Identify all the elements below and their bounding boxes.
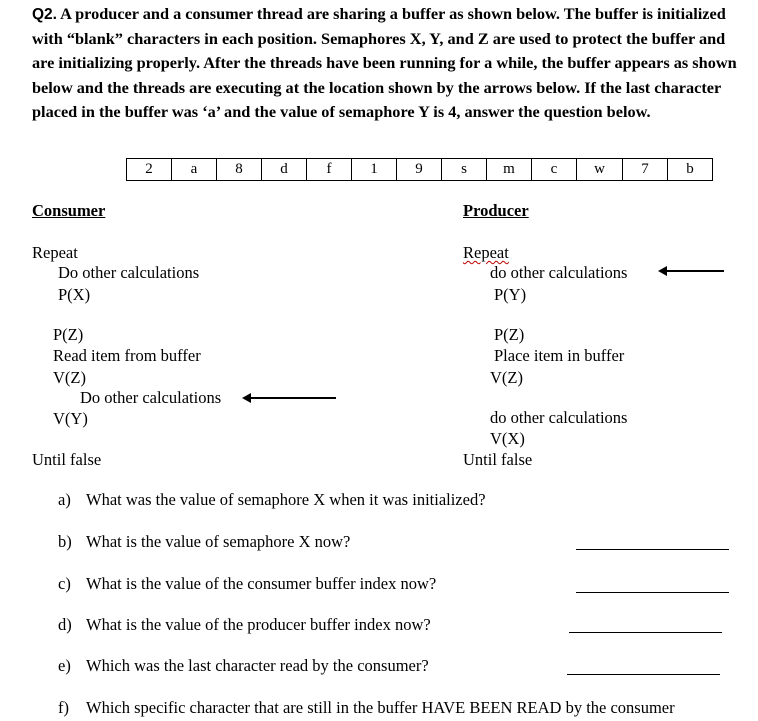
consumer-line: V(Y) <box>53 409 88 428</box>
consumer-line: Do other calculations <box>58 263 200 282</box>
producer-position-arrow <box>666 270 724 272</box>
buffer-table <box>126 158 713 181</box>
consumer-line: Do other calculations <box>80 388 222 407</box>
sub-question-label: d) <box>58 615 72 634</box>
consumer-line: Until false <box>32 450 102 469</box>
producer-line: V(Z) <box>490 368 523 387</box>
buffer-cell: d <box>262 159 307 180</box>
producer-line: V(X) <box>490 429 525 448</box>
producer-line: P(Y) <box>494 285 527 304</box>
sub-question-text: What is the value of the producer buffer index now? <box>86 615 431 634</box>
answer-line[interactable] <box>576 592 729 593</box>
sub-question-text: What was the value of semaphore X when it was initialized? <box>86 490 486 509</box>
question-body: A producer and a consumer thread are sharing a buffer as shown below. The buffer is initialized with “blank” characters in each position. Semaphores X, Y, and Z are used to protect the buffer and are initializing properly. After the threads have been running for a while, the buffer appears as shown below and the threads are executing at the location shown by the arrows below. If the last character placed in the buffer was ‘a’ and the value of semaphore Y is 4, answer the question below. <box>32 4 737 121</box>
buffer-cell: m <box>487 159 532 180</box>
buffer-cell: 2 <box>127 159 172 180</box>
question-number: Q2. <box>32 6 57 23</box>
sub-question-text: Which specific character that are still in the buffer HAVE BEEN READ by the consumer <box>86 698 675 717</box>
sub-question-label: b) <box>58 532 72 551</box>
buffer-cell: w <box>577 159 623 180</box>
buffer-cell: 8 <box>217 159 262 180</box>
buffer-cell: b <box>668 159 713 180</box>
buffer-cell: f <box>307 159 352 180</box>
producer-title: Producer <box>463 201 529 220</box>
sub-question-label: c) <box>58 574 71 593</box>
producer-line: Place item in buffer <box>494 346 625 365</box>
buffer-cell: a <box>172 159 217 180</box>
producer-line: Repeat <box>463 243 509 262</box>
consumer-line: P(Z) <box>53 325 84 344</box>
buffer-cell: s <box>442 159 487 180</box>
producer-line: do other calculations <box>490 263 628 282</box>
sub-question-text: What is the value of semaphore X now? <box>86 532 351 551</box>
sub-question-label: e) <box>58 656 71 675</box>
buffer-cell: 9 <box>397 159 442 180</box>
consumer-line: P(X) <box>58 285 91 304</box>
answer-line[interactable] <box>569 632 722 633</box>
consumer-title: Consumer <box>32 201 106 220</box>
producer-line: do other calculations <box>490 408 628 427</box>
answer-line[interactable] <box>567 674 720 675</box>
producer-line: P(Z) <box>494 325 525 344</box>
sub-question-label: f) <box>58 698 69 717</box>
sub-question-label: a) <box>58 490 71 509</box>
consumer-position-arrow <box>250 397 336 399</box>
sub-question-text: Which was the last character read by the consumer? <box>86 656 429 675</box>
consumer-line: Repeat <box>32 243 78 262</box>
answer-line[interactable] <box>576 549 729 550</box>
consumer-line: V(Z) <box>53 368 86 387</box>
buffer-cell: 1 <box>352 159 397 180</box>
sub-question-text: What is the value of the consumer buffer index now? <box>86 574 437 593</box>
buffer-cell: 7 <box>623 159 668 180</box>
question-text <box>32 2 737 124</box>
producer-line: Until false <box>463 450 533 469</box>
buffer-cell: c <box>532 159 577 180</box>
consumer-line: Read item from buffer <box>53 346 201 365</box>
